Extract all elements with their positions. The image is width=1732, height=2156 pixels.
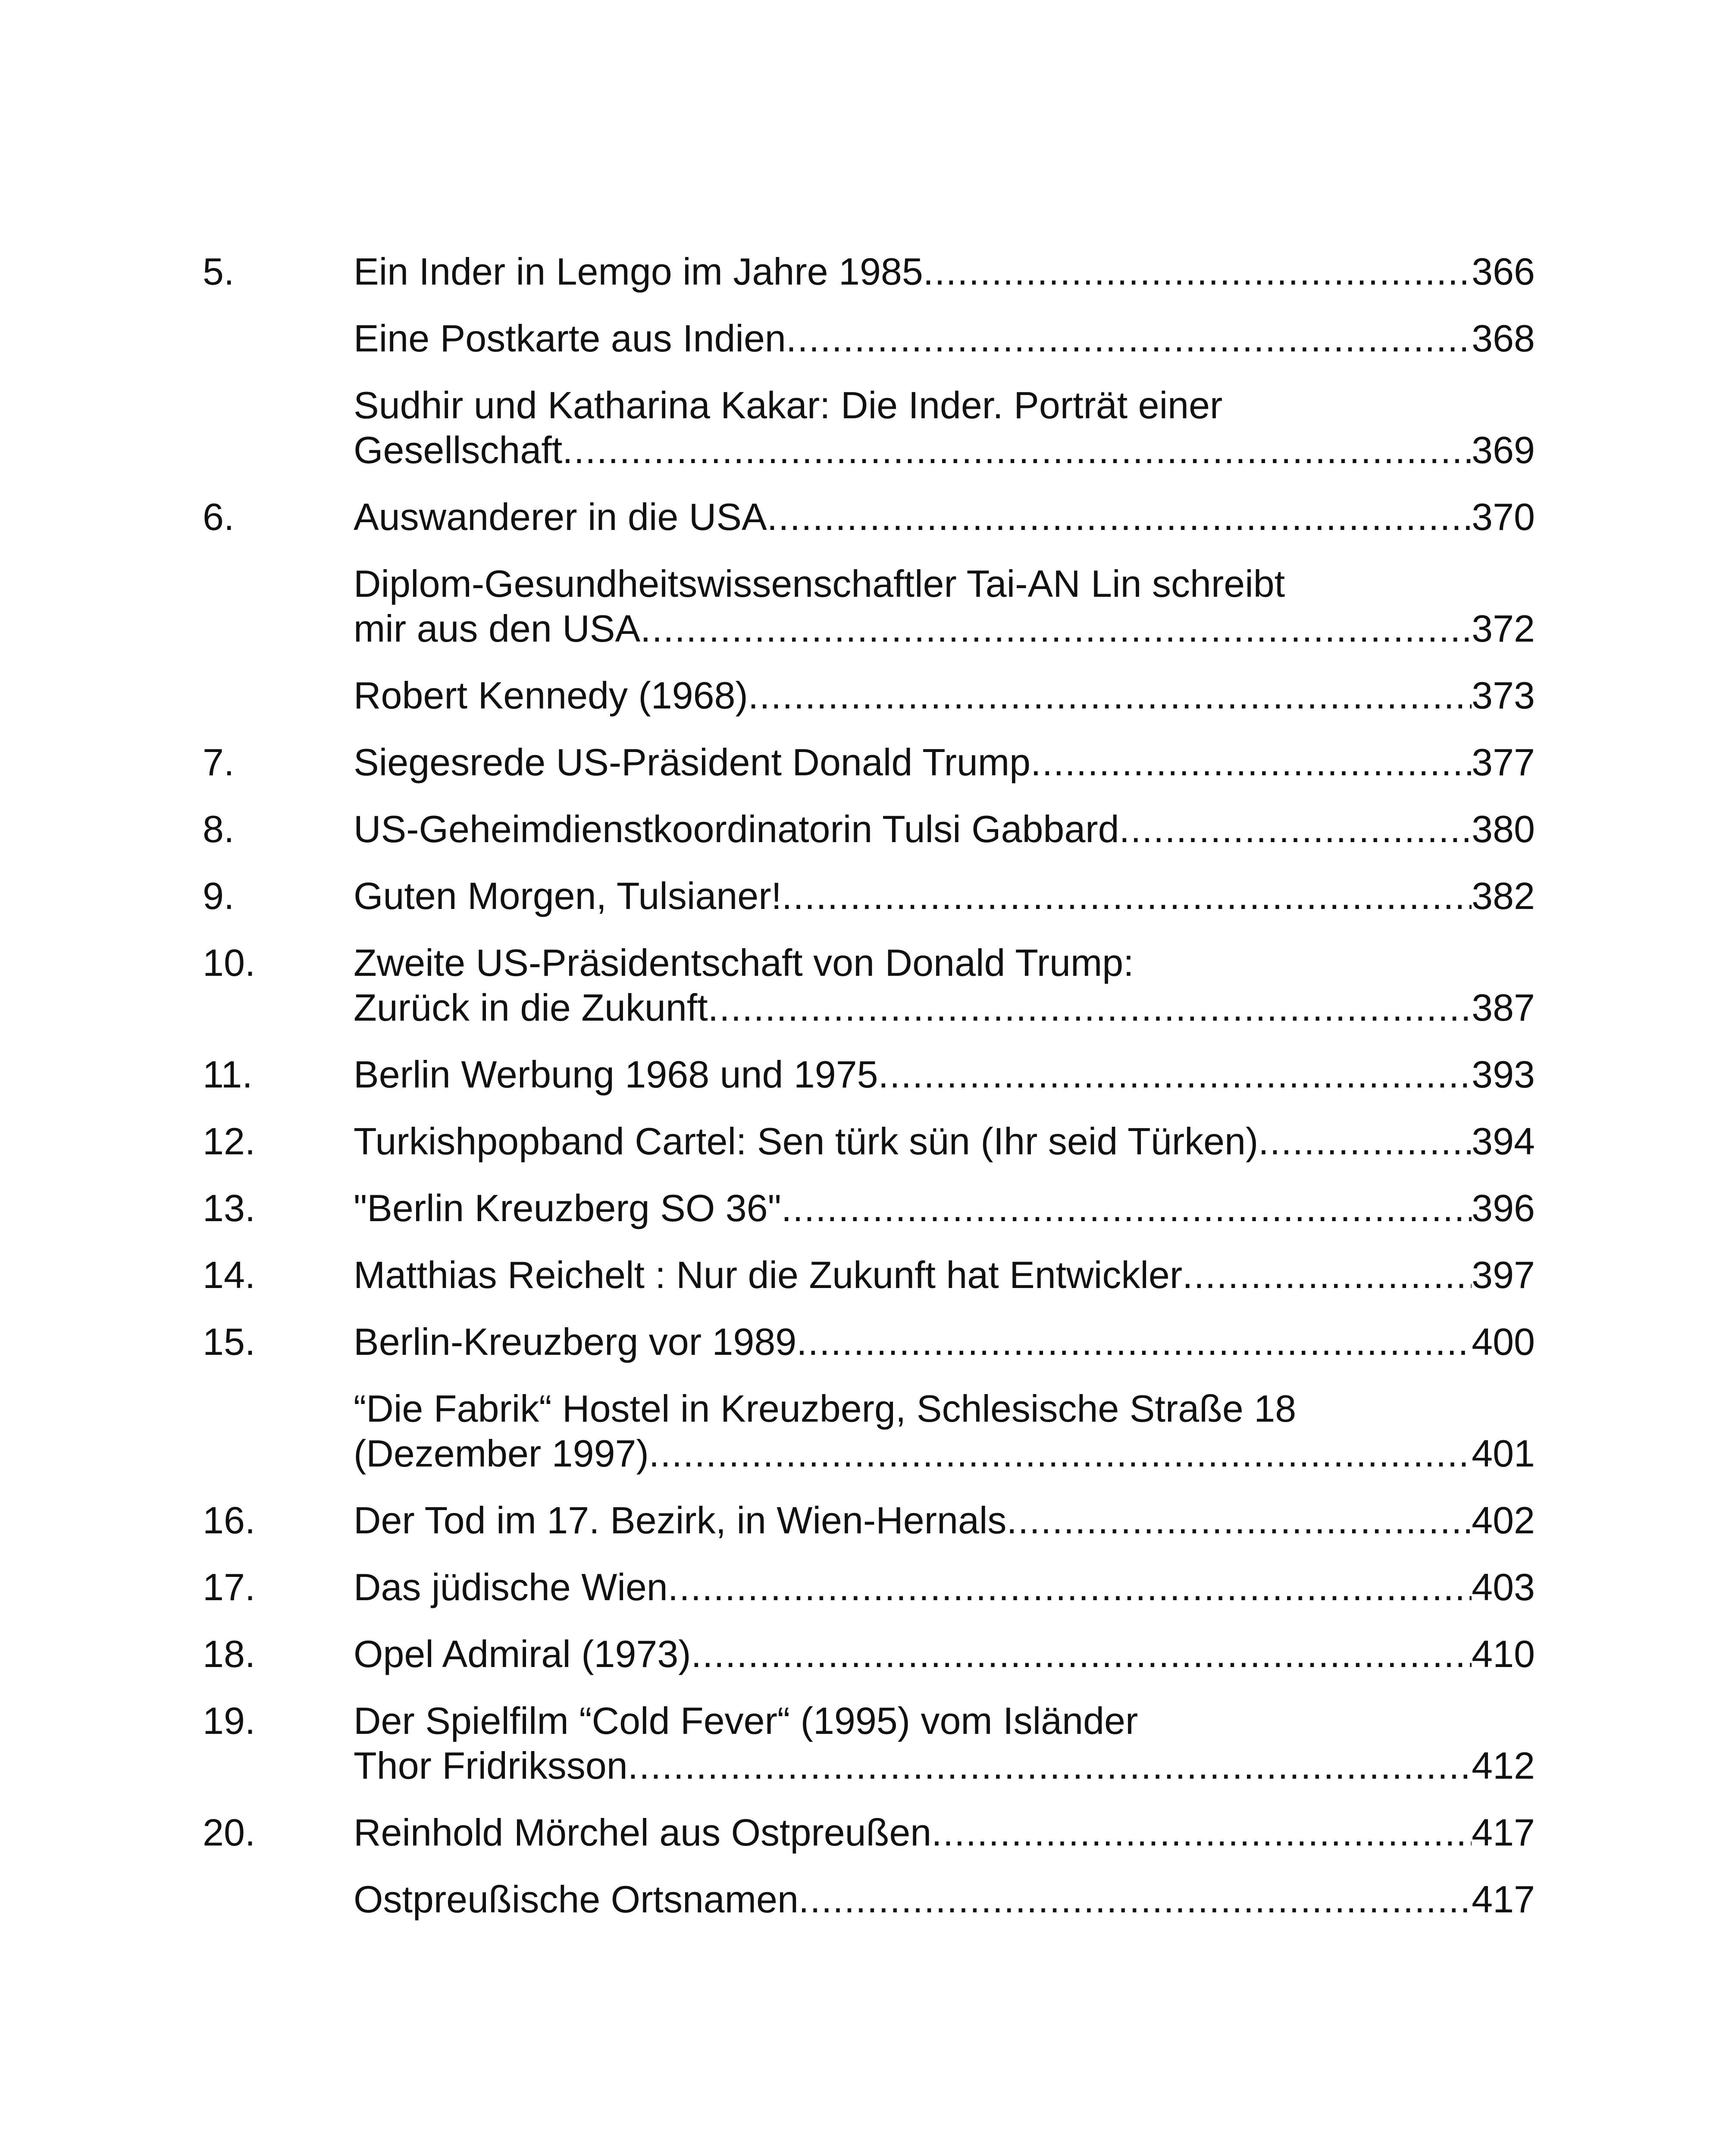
- toc-entry-page-number: 369: [1472, 429, 1535, 471]
- dot-leader: [781, 1186, 1472, 1231]
- dot-leader: [1119, 807, 1472, 852]
- toc-entry-page-number: 412: [1472, 1744, 1535, 1787]
- dot-leader: [1006, 1498, 1472, 1543]
- toc-entry: [203, 1698, 1535, 1788]
- toc-entry-leader-line: [354, 1877, 1535, 1922]
- toc-entry-leader-line: [354, 1186, 1535, 1231]
- toc-entry-title: Ostpreußische Ortsnamen: [354, 1878, 799, 1921]
- toc-entry-leader-line: [354, 673, 1535, 718]
- dot-leader: [1182, 1253, 1472, 1297]
- toc-entry-number: 19.: [203, 1699, 256, 1742]
- toc-entry: [203, 1186, 1535, 1231]
- dot-leader: [878, 1052, 1472, 1097]
- toc-entry: [203, 383, 1535, 473]
- toc-entry-page-number: 382: [1472, 874, 1535, 917]
- toc-entry: [203, 1386, 1535, 1476]
- toc-entry-page-number: 377: [1472, 741, 1535, 783]
- toc-entry-title: Der Tod im 17. Bezirk, in Wien-Hernals: [354, 1499, 1007, 1542]
- toc-entry-number: 14.: [203, 1253, 256, 1296]
- toc-entry-leader-line: [354, 740, 1535, 785]
- toc-entry-leader-line: [354, 874, 1535, 918]
- dot-leader: [691, 1632, 1472, 1677]
- toc-entry-page-number: 402: [1472, 1499, 1535, 1542]
- toc-entry-page-number: 400: [1472, 1320, 1535, 1363]
- toc-entry-leader-line: [354, 1810, 1535, 1855]
- toc-entry-leader-line: [354, 1498, 1535, 1543]
- toc-entry-title: Ein Inder in Lemgo im Jahre 1985: [354, 250, 923, 293]
- toc-entry-leader-line: [354, 606, 1535, 651]
- toc-entry-number: 11.: [203, 1053, 253, 1096]
- dot-leader: [649, 1431, 1472, 1476]
- toc-entry-number: 17.: [203, 1566, 256, 1608]
- toc-entry: [203, 740, 1535, 785]
- toc-entry-number: 10.: [203, 941, 256, 984]
- toc-entry-title: Auswanderer in die USA: [354, 495, 767, 538]
- toc-entry: [203, 1498, 1535, 1543]
- toc-entry-title: Siegesrede US-Präsident Donald Trump: [354, 741, 1031, 783]
- toc-entry: [203, 1877, 1535, 1922]
- toc-entry-leader-line: [354, 1632, 1535, 1677]
- toc-entry-page-number: 410: [1472, 1633, 1535, 1675]
- toc-entry-number: 18.: [203, 1633, 256, 1675]
- toc-entry-title: Robert Kennedy (1968): [354, 674, 748, 717]
- toc-entry-title-line: Zweite US-Präsidentschaft von Donald Trump:: [354, 941, 1134, 984]
- toc-entry-leader-line: [354, 316, 1535, 361]
- toc-entry-leader-line: [354, 1253, 1535, 1297]
- toc-entry: [203, 1319, 1535, 1364]
- toc-entry-page-number: 417: [1472, 1811, 1535, 1854]
- toc-entry-title: Reinhold Mörchel aus Ostpreußen: [354, 1811, 932, 1854]
- toc-entry-title: Guten Morgen, Tulsianer!: [354, 874, 782, 917]
- toc-entry-page-number: 380: [1472, 808, 1535, 850]
- dot-leader: [708, 985, 1472, 1030]
- toc-entry-leader-line: [354, 495, 1535, 539]
- toc-entry-title: Turkishpopband Cartel: Sen türk sün (Ihr seid Türken): [354, 1120, 1259, 1163]
- toc-entry-page-number: 387: [1472, 986, 1535, 1029]
- toc-entry-page-number: 370: [1472, 495, 1535, 538]
- toc-entry-number: 20.: [203, 1811, 256, 1854]
- dot-leader: [931, 1810, 1472, 1855]
- toc-entry-number: 9.: [203, 874, 235, 917]
- toc-entry: [203, 673, 1535, 718]
- toc-entry-leader-line: [354, 807, 1535, 852]
- dot-leader: [748, 673, 1472, 718]
- toc-entry: [203, 495, 1535, 539]
- toc-entry-title-line: “Die Fabrik“ Hostel in Kreuzberg, Schlesische Straße 18: [354, 1387, 1297, 1430]
- toc-entry-leader-line: [354, 249, 1535, 294]
- toc-entry-leader-line: [354, 1743, 1535, 1788]
- dot-leader: [1030, 740, 1472, 785]
- toc-entry-leader-line: [354, 1565, 1535, 1610]
- toc-entry-title-line: Diplom-Gesundheitswissenschaftler Tai-AN Lin schreibt: [354, 562, 1285, 605]
- toc-entry-page-number: 394: [1472, 1120, 1535, 1163]
- toc-entry-page-number: 366: [1472, 250, 1535, 293]
- dot-leader: [640, 606, 1472, 651]
- toc-entry-title: "Berlin Kreuzberg SO 36": [354, 1187, 781, 1229]
- dot-leader: [799, 1877, 1472, 1922]
- toc-entry-page-number: 393: [1472, 1053, 1535, 1096]
- toc-entry-number: 15.: [203, 1320, 256, 1363]
- dot-leader: [923, 249, 1472, 294]
- toc-entry-title: US-Geheimdienstkoordinatorin Tulsi Gabbard: [354, 808, 1119, 850]
- toc-entry-page-number: 373: [1472, 674, 1535, 717]
- table-of-contents: [203, 249, 1535, 1944]
- toc-entry: [203, 940, 1535, 1030]
- toc-entry: [203, 874, 1535, 918]
- toc-entry-leader-line: [354, 985, 1535, 1030]
- toc-entry-number: 12.: [203, 1120, 256, 1163]
- toc-entry-page-number: 403: [1472, 1566, 1535, 1608]
- toc-entry-page-number: 417: [1472, 1878, 1535, 1921]
- dot-leader: [782, 874, 1472, 918]
- toc-entry-title: Berlin Werbung 1968 und 1975: [354, 1053, 878, 1096]
- toc-entry: [203, 1119, 1535, 1164]
- toc-entry: [203, 1632, 1535, 1677]
- toc-entry: [203, 561, 1535, 651]
- toc-entry-leader-line: [354, 1052, 1535, 1097]
- dot-leader: [628, 1743, 1472, 1788]
- toc-entry-title-line: Der Spielfilm “Cold Fever“ (1995) vom Isländer: [354, 1699, 1138, 1742]
- toc-entry-title: Gesellschaft: [354, 429, 563, 471]
- toc-entry: [203, 807, 1535, 852]
- toc-entry-page-number: 401: [1472, 1432, 1535, 1475]
- dot-leader: [1258, 1119, 1472, 1164]
- dot-leader: [767, 495, 1472, 539]
- dot-leader: [796, 1319, 1472, 1364]
- toc-entry-title-line: Sudhir und Katharina Kakar: Die Inder. Porträt einer: [354, 384, 1223, 426]
- toc-entry-number: 6.: [203, 495, 235, 538]
- toc-entry-number: 7.: [203, 741, 235, 783]
- dot-leader: [668, 1565, 1472, 1610]
- toc-entry: [203, 249, 1535, 294]
- toc-entry-title: Opel Admiral (1973): [354, 1633, 691, 1675]
- toc-entry-title: Thor Fridriksson: [354, 1744, 628, 1787]
- toc-entry: [203, 316, 1535, 361]
- toc-entry: [203, 1052, 1535, 1097]
- dot-leader: [786, 316, 1472, 361]
- toc-entry-title: Eine Postkarte aus Indien: [354, 317, 786, 360]
- toc-entry-number: 16.: [203, 1499, 256, 1542]
- toc-entry: [203, 1810, 1535, 1855]
- toc-entry-title: Zurück in die Zukunft: [354, 986, 708, 1029]
- toc-entry-number: 13.: [203, 1187, 256, 1229]
- toc-entry-title: mir aus den USA: [354, 607, 641, 650]
- toc-entry-leader-line: [354, 1319, 1535, 1364]
- toc-entry-leader-line: [354, 428, 1535, 473]
- toc-entry-page-number: 368: [1472, 317, 1535, 360]
- toc-entry: [203, 1565, 1535, 1610]
- toc-entry-number: 8.: [203, 808, 235, 850]
- toc-entry-page-number: 396: [1472, 1187, 1535, 1229]
- toc-entry-page-number: 372: [1472, 607, 1535, 650]
- toc-entry-number: 5.: [203, 250, 235, 293]
- toc-entry-leader-line: [354, 1119, 1535, 1164]
- toc-entry-page-number: 397: [1472, 1253, 1535, 1296]
- toc-entry-leader-line: [354, 1431, 1535, 1476]
- toc-entry-title: Berlin-Kreuzberg vor 1989: [354, 1320, 797, 1363]
- toc-entry-title: Matthias Reichelt : Nur die Zukunft hat Entwickler: [354, 1253, 1183, 1296]
- toc-entry: [203, 1253, 1535, 1297]
- toc-entry-title: (Dezember 1997): [354, 1432, 649, 1475]
- toc-entry-title: Das jüdische Wien: [354, 1566, 668, 1608]
- dot-leader: [562, 428, 1472, 473]
